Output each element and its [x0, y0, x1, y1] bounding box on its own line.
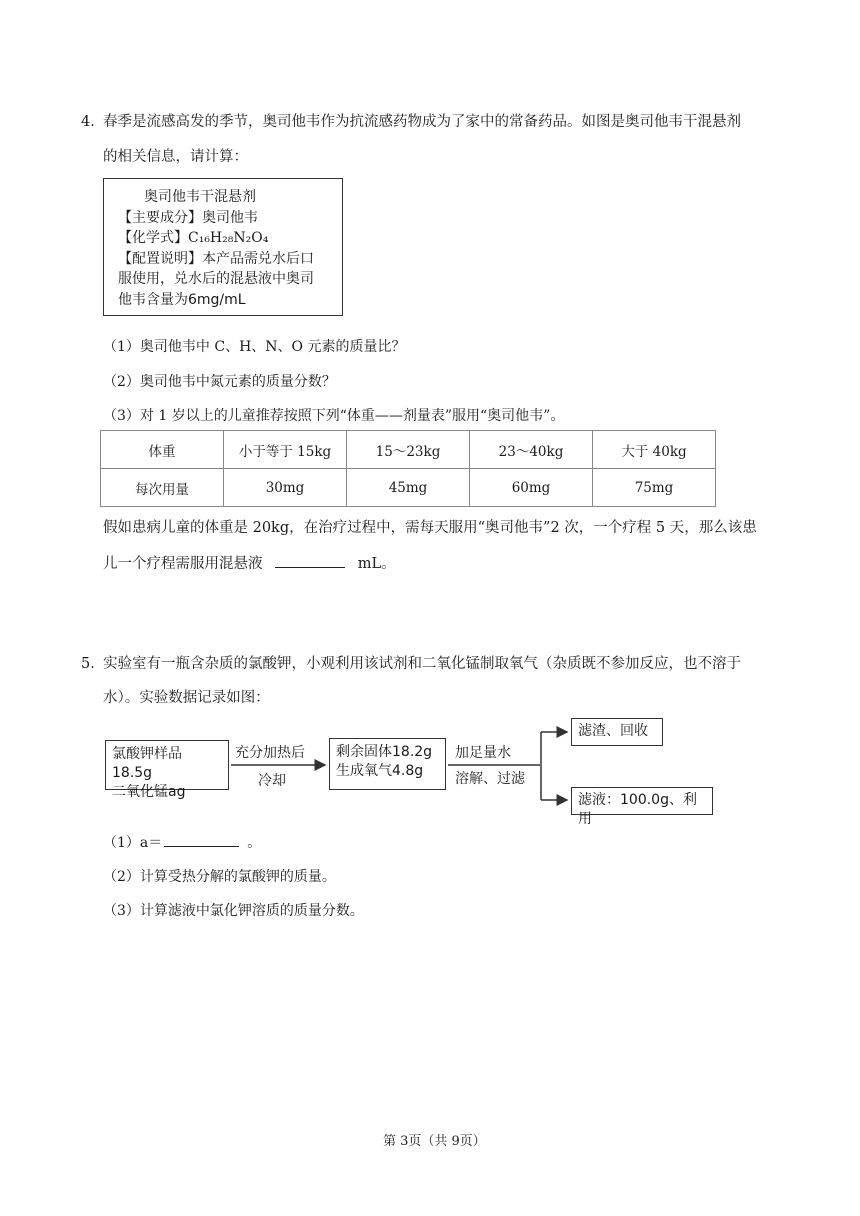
- table-row: [101, 469, 716, 507]
- q4-sub1: （1）奥司他韦中 C、H、N、O 元素的质量比？: [103, 339, 406, 355]
- q5-sub1: [103, 832, 261, 852]
- page-footer: 第 3页（共 9页）: [383, 1134, 486, 1149]
- table-cell: 大于 40kg: [593, 431, 716, 469]
- table-cell: 75mg: [593, 469, 716, 507]
- q5-text-line1: 实验室有一瓶含杂质的氯酸钾，小观利用该试剂和二氧化锰制取氧气（杂质既不参加反应，也不溶于: [103, 656, 741, 672]
- medicine-label-instruction-2: 服使用，兑水后的混悬液中奥司: [118, 271, 314, 287]
- answer-blank: [164, 834, 239, 847]
- q5-text-line2: 水）。实验数据记录如图：: [103, 690, 270, 706]
- dissolve-filter-label: 溶解、过滤: [455, 771, 525, 787]
- chemical-formula: C₁₆H₂₈N₂O₄: [188, 230, 269, 246]
- table-cell: 60mg: [470, 469, 593, 507]
- mno2-mass: 二氧化锰ag: [112, 784, 186, 800]
- add-water-label: 加足量水: [455, 745, 511, 761]
- flow-box-filtrate: [571, 787, 713, 827]
- medicine-label-ingredient: 【主要成分】奥司他韦: [118, 209, 258, 226]
- q4-tail-line2: [103, 552, 396, 573]
- formula-prefix: 【化学式】: [118, 230, 188, 246]
- table-cell: 30mg: [224, 469, 347, 507]
- q5-sub1-text: （1）a＝: [103, 835, 163, 851]
- q4-tail-unit: mL。: [357, 556, 396, 572]
- cool-label: 冷却: [258, 773, 286, 789]
- q5-sub3: （3）计算滤液中氯化钾溶质的质量分数。: [103, 903, 364, 919]
- heat-label: 充分加热后: [235, 745, 305, 761]
- table-cell: 每次用量: [101, 469, 224, 507]
- medicine-label-image: [103, 178, 343, 316]
- filtrate-text: 滤液：100.0g、利用: [578, 792, 697, 827]
- table-cell: 15～23kg: [347, 431, 470, 469]
- answer-blank: [275, 555, 345, 568]
- q4-text-line2: 的相关信息，请计算：: [103, 149, 248, 165]
- table-cell: 45mg: [347, 469, 470, 507]
- flow-box-residue: [329, 738, 446, 790]
- q4-sub3: （3）对 1 岁以上的儿童推荐按照下列“体重——剂量表”服用“奥司他韦”。: [103, 408, 565, 424]
- table-cell: 23～40kg: [470, 431, 593, 469]
- table-row: [101, 431, 716, 469]
- q4-sub2: （2）奥司他韦中氮元素的质量分数？: [103, 374, 336, 390]
- q4-tail-line1: 假如患病儿童的体重是 20kg，在治疗过程中，需每天服用“奥司他韦”2 次，一个疗程 5 天，那么该患: [103, 520, 757, 536]
- q4-text-line1: 春季是流感高发的季节，奥司他韦作为抗流感药物成为了家中的常备药品。如图是奥司他韦干混悬剂: [103, 114, 741, 130]
- medicine-label-instruction-1: 【配置说明】本产品需兑水后口: [118, 250, 314, 267]
- residue-mass: 剩余固体18.2g: [336, 744, 433, 760]
- medicine-label-title: 奥司他韦干混悬剂: [144, 189, 256, 205]
- filter-residue-text: 滤渣、回收: [578, 723, 648, 739]
- q4-number: 4．: [81, 114, 105, 130]
- q4-tail-text: 儿一个疗程需服用混悬液: [103, 556, 263, 572]
- q5-sub2: （2）计算受热分解的氯酸钾的质量。: [103, 869, 336, 885]
- dose-table: [100, 430, 716, 507]
- flow-box-sample: [105, 740, 229, 800]
- flow-box-filter-residue: [571, 718, 663, 746]
- table-cell: 小于等于 15kg: [224, 431, 347, 469]
- q5-sub1-end: 。: [247, 835, 262, 851]
- q5-number: 5．: [81, 656, 105, 672]
- medicine-label-instruction-3: 他韦含量为6mg/mL: [118, 291, 246, 308]
- table-cell: 体重: [101, 431, 224, 469]
- sample-mass: 氯酸钾样品18.5g: [112, 746, 182, 781]
- oxygen-mass: 生成氧气4.8g: [336, 763, 424, 779]
- medicine-label-formula-line: [118, 228, 342, 249]
